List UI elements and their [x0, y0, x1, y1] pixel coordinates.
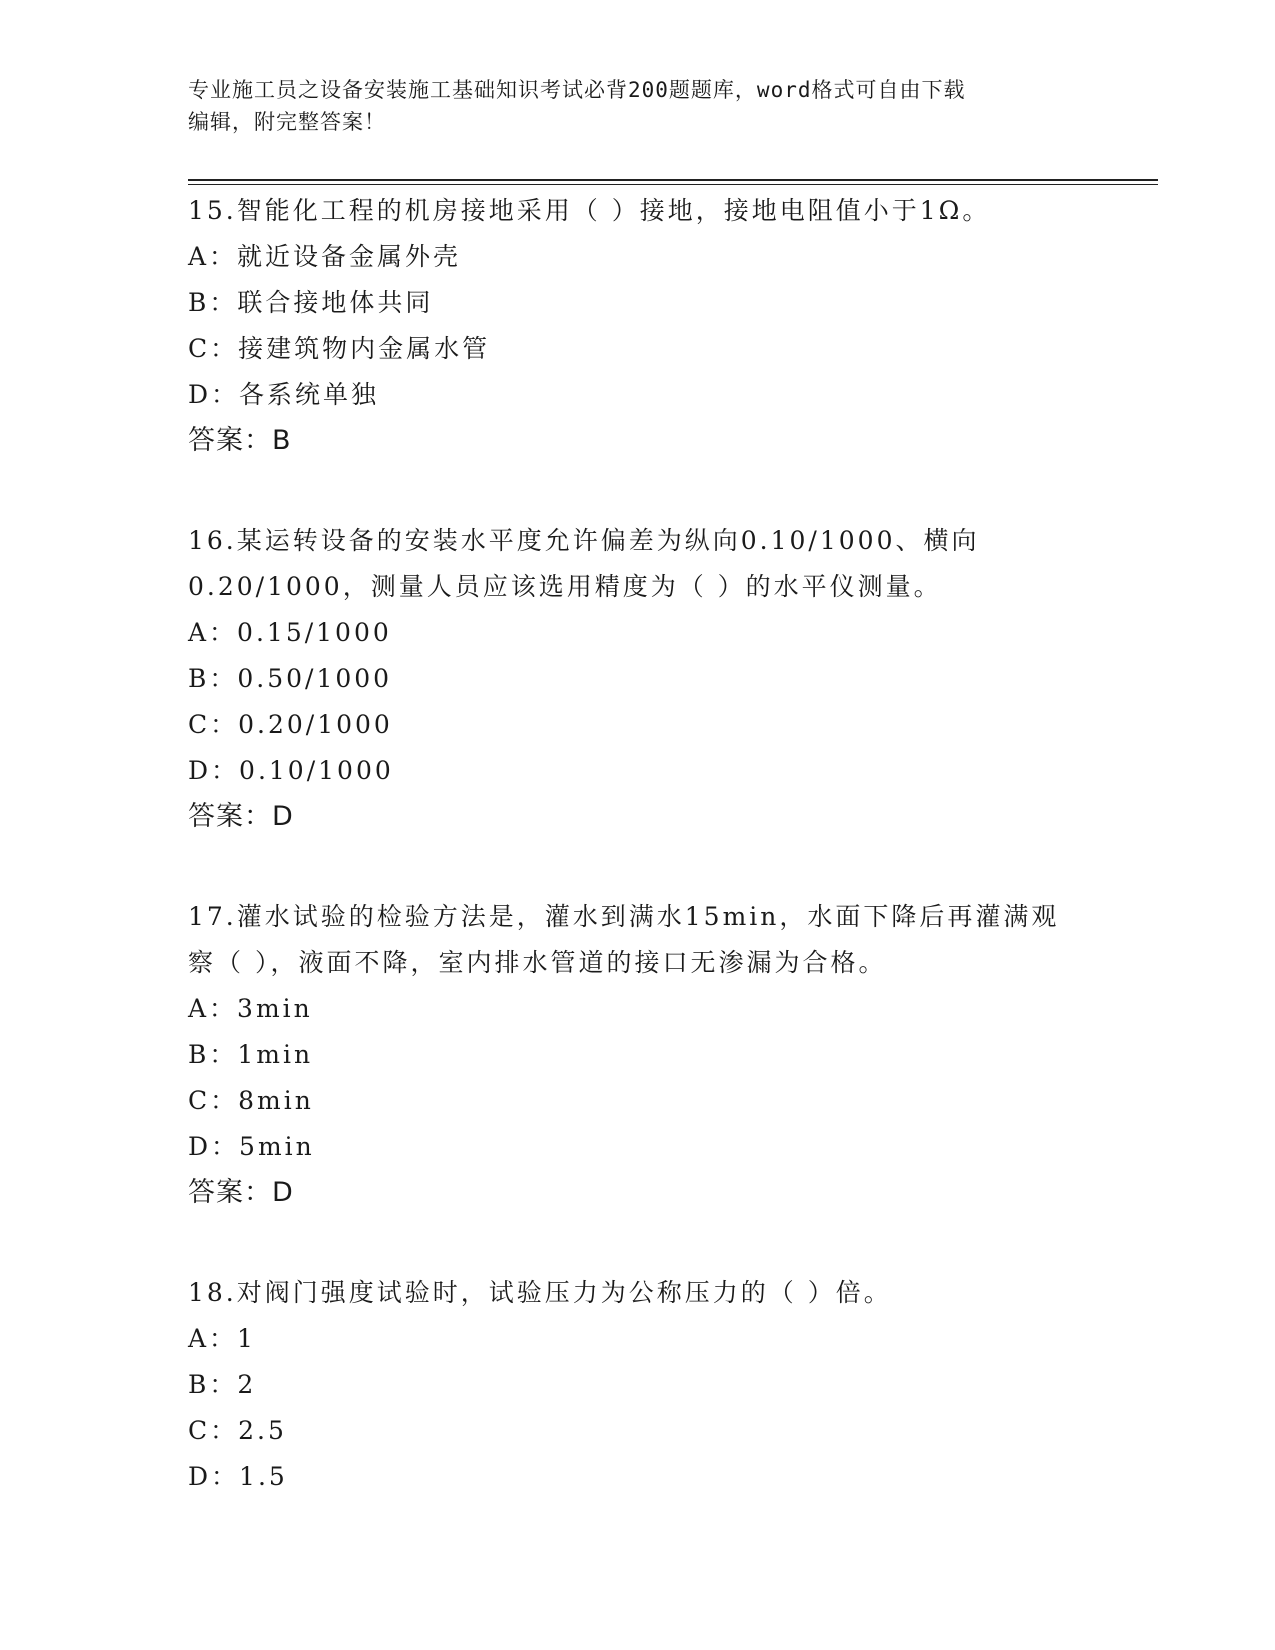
option-a: A：0.15/1000 [188, 618, 392, 647]
option-d: D：5min [188, 1132, 315, 1161]
answer-label: 答案：D [188, 1177, 294, 1208]
option-a: A：就近设备金属外壳 [188, 242, 462, 271]
document-header [188, 74, 1088, 138]
header-divider-thick [188, 179, 1158, 181]
option-b: B：0.50/1000 [188, 664, 393, 693]
answer-label: 答案：D [188, 801, 294, 832]
option-b: B：2 [188, 1370, 257, 1399]
option-c: C：0.20/1000 [188, 710, 393, 739]
option-b: B：联合接地体共同 [188, 288, 434, 317]
option-a: A：1 [188, 1324, 256, 1353]
header-divider-thin [188, 184, 1158, 185]
header-line-2: 编辑，附完整答案！ [188, 110, 386, 134]
option-c: C：2.5 [188, 1416, 287, 1445]
option-c: C：8min [188, 1086, 314, 1115]
question-stem: 18.对阀门强度试验时，试验压力为公称压力的（ ）倍。 [188, 1278, 892, 1307]
option-b: B：1min [188, 1040, 314, 1069]
answer-label: 答案：B [188, 425, 292, 456]
question-16 [188, 518, 1148, 840]
question-15 [188, 188, 1148, 464]
question-18 [188, 1270, 1148, 1500]
option-a: A：3min [188, 994, 313, 1023]
question-stem: 16.某运转设备的安装水平度允许偏差为纵向0.10/1000、横向 [188, 526, 980, 555]
option-c: C：接建筑物内金属水管 [188, 334, 491, 363]
option-d: D：1.5 [188, 1462, 288, 1491]
question-stem-continued: 0.20/1000，测量人员应该选用精度为（ ）的水平仪测量。 [188, 572, 942, 601]
question-list [188, 188, 1148, 1554]
question-17 [188, 894, 1148, 1216]
question-stem: 15.智能化工程的机房接地采用（ ）接地，接地电阻值小于1Ω。 [188, 196, 991, 225]
option-d: D：各系统单独 [188, 380, 380, 409]
option-d: D：0.10/1000 [188, 756, 394, 785]
question-stem-continued: 察（ ），液面不降，室内排水管道的接口无渗漏为合格。 [188, 948, 887, 977]
question-stem: 17.灌水试验的检验方法是，灌水到满水15min，水面下降后再灌满观 [188, 902, 1060, 931]
header-line-1: 专业施工员之设备安装施工基础知识考试必背200题题库，word格式可自由下载 [188, 78, 966, 102]
